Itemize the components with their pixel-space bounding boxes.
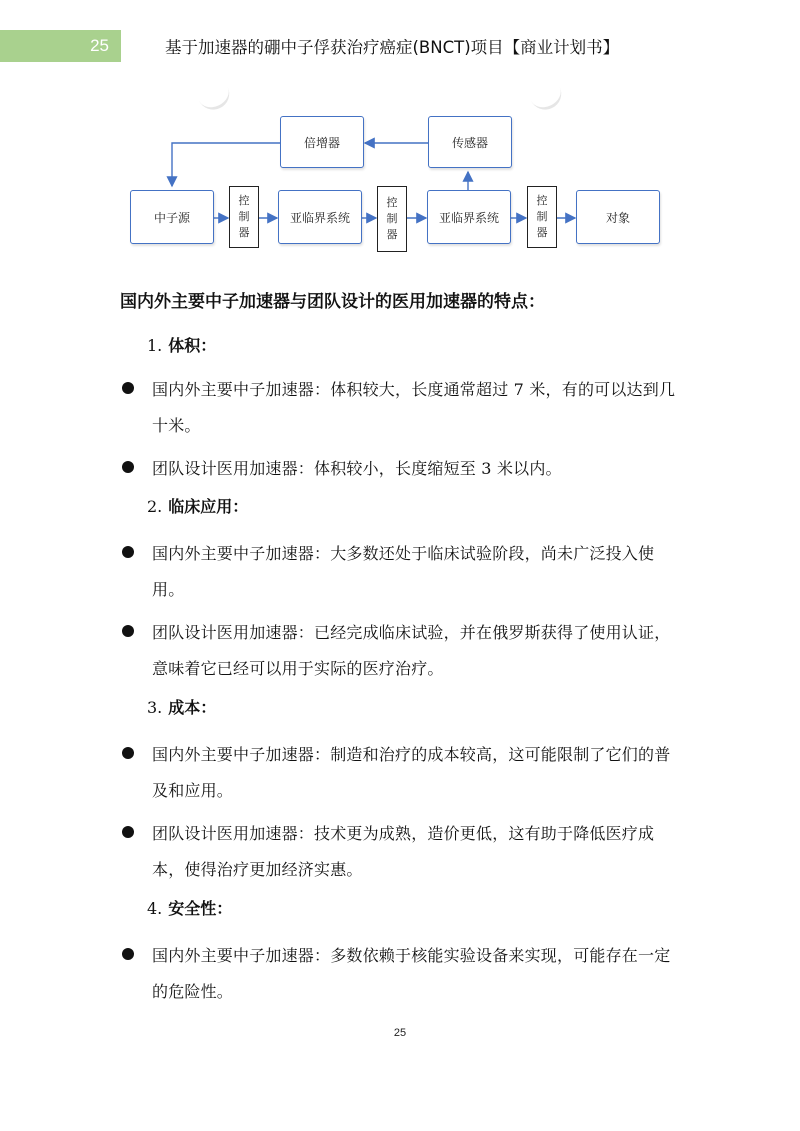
controller-1-char-3: 器 [238,226,250,239]
subcritical-system-box-1 [278,190,362,244]
multiplier-box [280,116,364,168]
bullet-text: 国内外主要中子加速器：体积较大，长度通常超过 7 米，有的可以达到几十米。 [152,380,676,435]
bullet-item [120,737,685,809]
bullet-item [120,615,685,687]
item-heading-cost [147,695,216,718]
page-tab-number: 25 [90,36,109,55]
controller-2-char-2: 制 [386,212,398,225]
bullet-item [120,816,685,888]
section-title: 国内外主要中子加速器与团队设计的医用加速器的特点： [120,292,545,312]
bullet-dot [122,382,134,394]
bullet-dot [122,826,134,838]
item-heading-clinical [147,494,248,517]
bullet-dot [122,461,134,473]
controller-3-char-3: 器 [536,226,548,239]
neutron-source-box [130,190,214,244]
item-number: 4. [147,899,163,918]
controller-1 [229,186,259,248]
controller-2-char-1: 控 [386,196,398,209]
bullet-text: 团队设计医用加速器：体积较小，长度缩短至 3 米以内。 [152,459,562,478]
item-number: 3. [147,698,163,717]
bullet-dot [122,625,134,637]
bullet-dot [122,747,134,759]
item-heading-safety [147,896,232,919]
bullet-item [120,938,685,1010]
bullet-text: 团队设计医用加速器：技术更为成熟，造价更低，这有助于降低医疗成本，使得治疗更加经济实惠。 [152,824,655,879]
item-number: 1. [147,336,163,355]
bullet-dot [122,948,134,960]
subcritical-system-box-2 [427,190,511,244]
bullet-text: 团队设计医用加速器：已经完成临床试验，并在俄罗斯获得了使用认证，意味着它已经可以用于实际的医疗治疗。 [152,623,671,678]
item-number: 2. [147,497,163,516]
page-number: 25 [393,1027,407,1039]
bullet-item [120,372,685,444]
arrow-multiplier-to-source [172,143,280,186]
controller-2 [377,186,407,252]
bullet-item [120,536,685,608]
item-label: 安全性： [168,899,233,918]
subcritical-system-label-2: 亚临界系统 [438,210,499,225]
control-flow-diagram [120,88,680,260]
controller-2-char-3: 器 [386,228,398,241]
controller-1-char-1: 控 [238,194,250,207]
item-label: 临床应用： [168,497,249,516]
controller-3-char-2: 制 [536,210,548,223]
item-label: 成本： [168,698,217,717]
sensor-box [428,116,512,168]
bullet-text: 国内外主要中子加速器：制造和治疗的成本较高，这可能限制了它们的普及和应用。 [152,745,671,800]
page-tab [0,30,121,62]
bullet-dot [122,546,134,558]
sensor-label: 传感器 [451,135,488,150]
controller-3-char-1: 控 [536,194,548,207]
controller-1-char-2: 制 [238,210,250,223]
neutron-source-label: 中子源 [153,210,190,225]
bullet-text: 国内外主要中子加速器：大多数还处于临床试验阶段，尚未广泛投入使用。 [152,544,655,599]
bullet-item [120,451,685,487]
controller-3 [527,186,557,248]
target-box [576,190,660,244]
bullet-text: 国内外主要中子加速器：多数依赖于核能实验设备来实现，可能存在一定的危险性。 [152,946,671,1001]
item-heading-volume [147,333,216,356]
multiplier-label: 倍增器 [303,135,340,150]
subcritical-system-label-1: 亚临界系统 [289,210,350,225]
target-label: 对象 [605,210,630,225]
item-label: 体积： [168,336,217,355]
header-title: 基于加速器的硼中子俘获治疗癌症(BNCT)项目【商业计划书】 [165,38,620,57]
